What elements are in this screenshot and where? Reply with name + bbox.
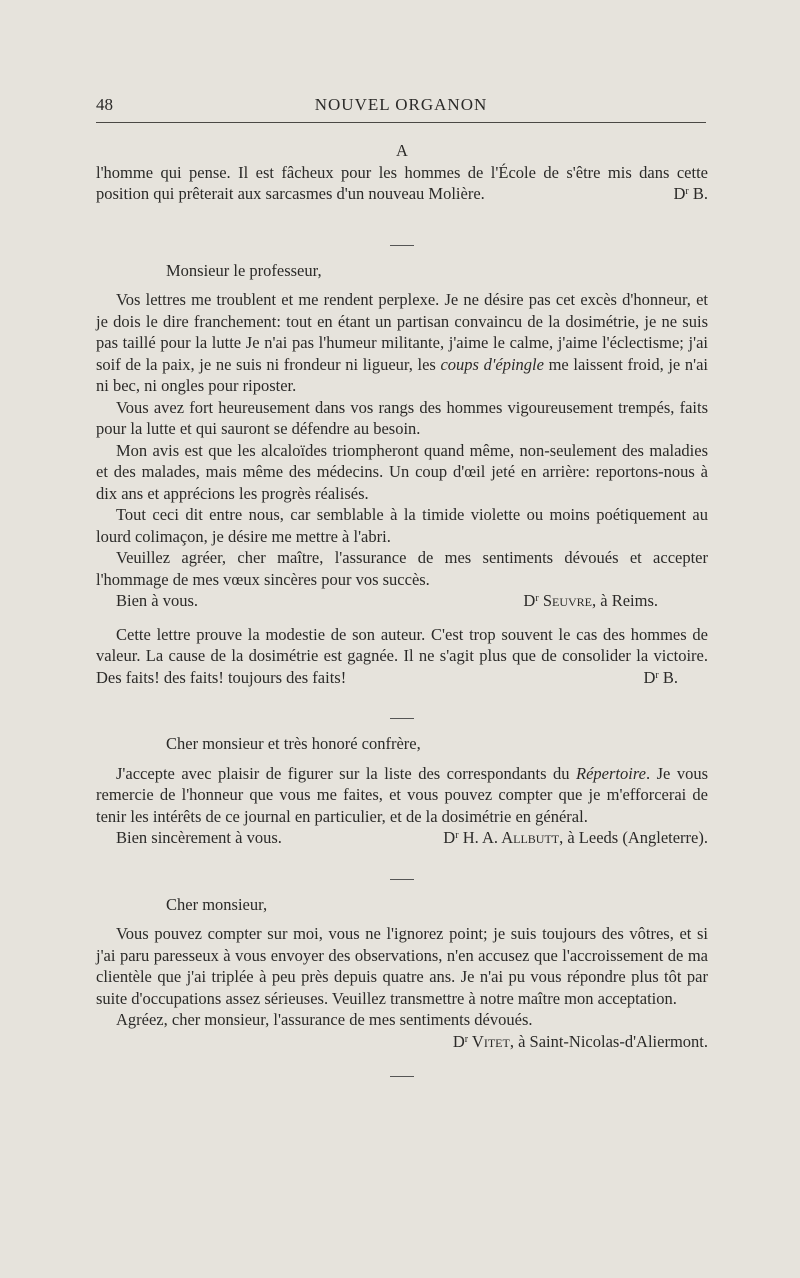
letter2-signature-line [96,827,708,849]
separator-rule [390,879,414,880]
letter1-signature-line [96,590,708,612]
text-run: . Je vous remercie de l'honneur que vous me faites, et vous pouvez compter que je m'efforcerai de tenir les intérêts de ce journal en particulier, et de la dosimétrie en général. [96,763,708,826]
letter3-salutation: Cher monsieur, [166,894,268,914]
continuation-lead: A [396,141,408,160]
signature-place: , à Saint-Nicolas-d'Aliermont. [509,1031,708,1051]
signature-sup: r [455,830,459,841]
signature-prefix: D [452,1031,465,1051]
letter1-paragraph-3: Mon avis est que les alcaloïdes triompheront quand même, non-seulement des maladies et des malades, mais même des médecins. Un coup d'œil jeté en arrière: reportons-nous à dix ans et apprécions les progrès réalisés. [96,440,708,503]
text-run: me laissent froid, je n'ai ni bec, ni ongles pour riposter. [96,354,708,395]
continuation-text: l'homme qui pense. Il est fâcheux pour les hommes de l'École de s'être mis dans cette position qui prêterait aux sarcasmes d'un nouveau Molière. [96,162,708,203]
signature-sup: r [655,669,659,681]
letter1-paragraph-2: Vous avez fort heureusement dans vos rangs des hommes vigoureusement trempés, faits pour la lutte et qui sauront se défendre au besoin. [96,397,708,438]
letter3-signature [96,1031,708,1053]
signature-place: , à Leeds (Angleterre). [559,828,708,847]
text-run: J'accepte avec plaisir de figurer sur la liste des correspondants du [116,763,577,783]
page-number: 48 [96,95,113,114]
letter2-closing: Bien sincèrement à vous. [116,828,282,847]
letter1-closing: Bien à vous. [116,591,199,610]
signature-name: B. [658,667,678,687]
separator-rule [390,718,414,719]
page-header [96,95,706,119]
comment1-paragraph [96,624,708,689]
letter3-paragraph-1: Vous pouvez compter sur moi, vous ne l'ignorez point; je suis toujours des vôtres, et si j'ai paru paresseux à vous envoyer des observations, n'en accusez que l'accroissement de ma clientèle que j'ai triplée à peu près depuis quatre ans. Je n'ai pu vous répondre plus tôt par suite d'occupations assez sérieuses. Veuillez transmettre à notre maître mon acceptation. [96,924,708,1008]
italic-run: coups d'épingle [440,354,544,374]
signature-prefix: D [523,591,536,610]
letter1-paragraph-4: Tout ceci dit entre nous, car semblable à la timide violette ou moins poétiquement au lourd colimaçon, je désire me mettre à l'abri. [96,505,708,546]
signature-sup: r [464,1033,469,1045]
signature-name: Vitet [468,1031,510,1051]
comment1-signature [623,667,708,689]
comment1-text: Cette lettre prouve la modestie de son auteur. C'est trop souvent le cas des hommes de valeur. La cause de la dosimétrie est gagnée. Il ne s'agit plus que de consolider la victoire. Des faits! des faits! toujours des faits! [96,624,708,687]
running-title: NOUVEL ORGANON [314,95,488,114]
letter2-paragraph-1 [96,763,708,828]
letter1-paragraph-5: Veuillez agréer, cher maître, l'assurance de mes sentiments dévoués et accepter l'hommage de mes vœux sincères pour vos succès. [96,548,708,589]
continuation-paragraph [96,162,708,205]
separator-rule [390,245,414,246]
letter2-signature [443,827,708,849]
signature-name: B. [688,184,708,203]
letter1-salutation: Monsieur le professeur, [166,260,322,280]
signature-prefix: D [643,667,656,687]
signature-place: , à Reims. [592,591,658,610]
letter1-signature [523,590,708,612]
text-run: Vos lettres me troublent et me rendent perplexe. Je ne désire pas cet excès d'honneur, et je dois le dire franchement: tout en étant un partisan convaincu de la dosimétrie, je ne suis pas taillé pour la lutte Je n'ai pas l'humeur militante, j'aime le calme, j'aime l'éclectisme; j'ai soif de la paix, je ne suis ni frondeur ni ligueur, les [96,290,708,374]
signature-sup: r [535,593,539,604]
letter2-salutation: Cher monsieur et très honoré confrère, [166,734,421,753]
signature-prefix: D [443,828,456,847]
continuation-signature [673,183,708,205]
separator-rule [390,1076,414,1077]
signature-name: H. A. Allbutt [458,828,560,847]
signature-prefix: D [673,184,686,203]
signature-name: Seuvre [538,591,592,610]
letter3-paragraph-2: Agréez, cher monsieur, l'assurance de mes sentiments dévoués. [116,1010,533,1029]
signature-sup: r [685,186,689,197]
italic-run: Répertoire [576,763,646,783]
header-rule [96,122,706,123]
page-body [96,140,708,1091]
letter1-paragraph-1 [96,289,708,397]
